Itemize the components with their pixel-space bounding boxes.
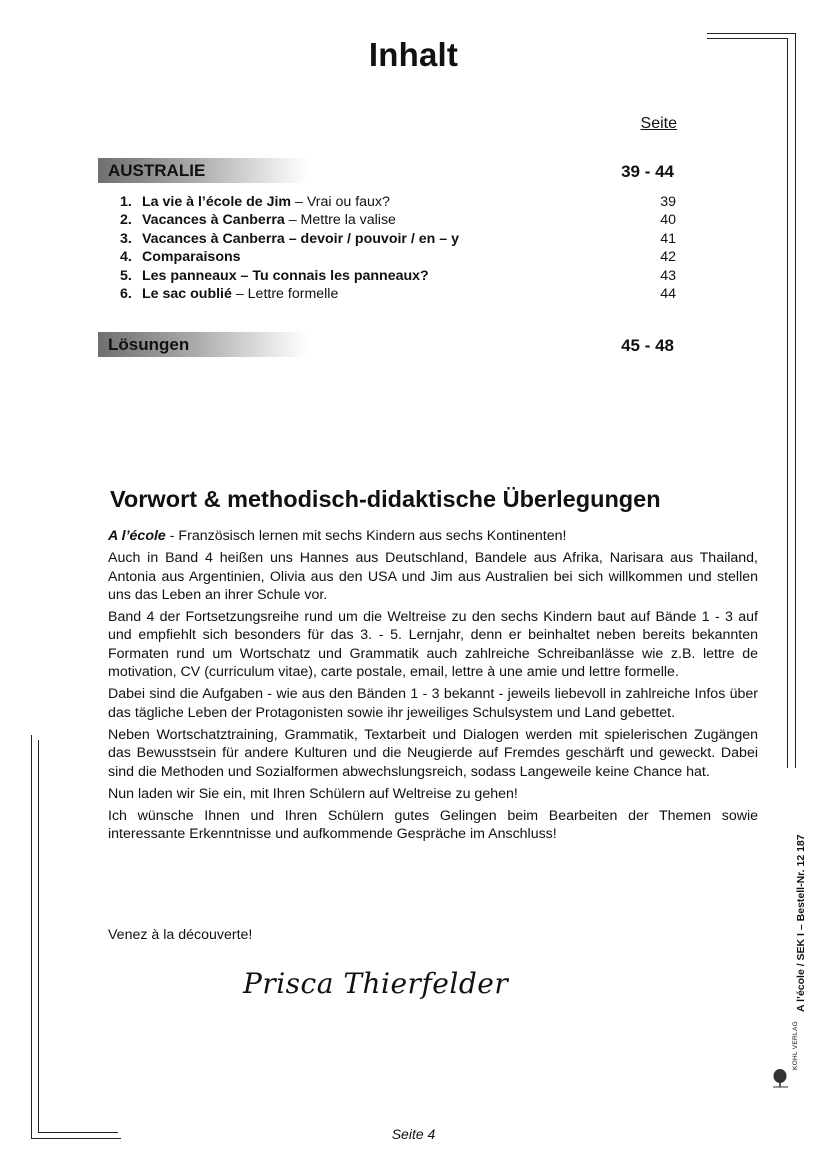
toc-item bbox=[120, 230, 676, 248]
toc-item-subtitle: – Mettre la valise bbox=[284, 212, 396, 229]
toc-list bbox=[120, 193, 676, 303]
toc-item-page: 40 bbox=[660, 212, 676, 229]
toc-section-australie bbox=[98, 158, 308, 183]
toc-section-pages: 39 - 44 bbox=[621, 162, 674, 181]
page-title: Inhalt bbox=[368, 36, 459, 73]
toc-item-title: Vacances à Canberra – devoir / pouvoir / en – y bbox=[142, 230, 459, 247]
toc-item-page: 41 bbox=[660, 230, 676, 247]
toc-item-title: Comparaisons bbox=[142, 249, 241, 266]
vorwort-paragraph: Auch in Band 4 heißen uns Hannes aus Deutschland, Bandele aus Afrika, Narisara aus Thailand, Antonia aus Argentinien, Olivia aus den USA und Jim aus Australien bei sich willkommen und stellen uns das Leben an ihrer Schule vor. bbox=[108, 550, 758, 603]
frame-left-vertical-outer bbox=[31, 735, 32, 1138]
frame-right-vertical-outer bbox=[795, 33, 796, 768]
toc-item-number: 4. bbox=[120, 249, 132, 266]
toc-item-title: Vacances à Canberra bbox=[142, 212, 285, 229]
toc-item-subtitle: – Lettre formelle bbox=[231, 285, 339, 302]
vorwort-intro bbox=[108, 527, 758, 545]
toc-item-title: Les panneaux – Tu connais les panneaux? bbox=[142, 267, 429, 284]
toc-section-label: Lösungen bbox=[108, 335, 190, 354]
vorwort-lead: A l’école bbox=[108, 528, 166, 544]
toc-item bbox=[120, 193, 676, 211]
toc-item-number: 1. bbox=[120, 194, 132, 210]
toc-item-number: 5. bbox=[120, 267, 132, 284]
frame-top-right-horizontal bbox=[707, 33, 795, 34]
vorwort-paragraph: Dabei sind die Aufgaben - wie aus den Bänden 1 - 3 bekannt - jeweils liebevoll in zahlreiche Infos über das tägliche Leben der Protagonisten sowie ihr jeweiliges Schulsystem und Land gebettet. bbox=[108, 686, 758, 721]
toc-item bbox=[120, 248, 676, 266]
author-signature: Prisca Thierfelder bbox=[243, 967, 509, 1000]
vorwort-paragraph: Band 4 der Fortsetzungsreihe rund um die Weltreise zu den sechs Kindern baut auf Bände 1 - 3 auf und empfiehlt sich besonders für das 3. - 5. Lernjahr, denn er beinhaltet neben bereits bekannten Formaten rund um Wortschatz und Grammatik auch zahlreiche Schreibanlässe wie z.B. lettre de motivation, CV (curriculum vitae), carte postale, email, lettre à une amie und lettre formelle. bbox=[108, 609, 758, 681]
toc-section-loesungen bbox=[98, 332, 308, 357]
toc-item-title: La vie à l’école de Jim bbox=[142, 194, 292, 210]
side-order-info: A l’école / SEK I – Bestell-Nr. 12 187 bbox=[795, 834, 807, 1012]
vorwort-paragraph: Ich wünsche Ihnen und Ihren Schülern gutes Gelingen beim Bearbeiten der Themen sowie interessante Erkenntnisse und aufkommende Gespräche im Anschluss! bbox=[108, 808, 758, 843]
toc-item-page: 44 bbox=[660, 285, 676, 302]
toc-item bbox=[120, 285, 676, 303]
vorwort-heading: Vorwort & methodisch-didaktische Überlegungen bbox=[110, 486, 661, 512]
publisher-logo-text: KOHL VERLAG bbox=[792, 1021, 799, 1070]
toc-section-pages: 45 - 48 bbox=[621, 336, 674, 355]
footer-page-number: Seite 4 bbox=[391, 1126, 436, 1142]
frame-left-vertical-inner bbox=[38, 740, 39, 1132]
toc-item-page: 42 bbox=[660, 249, 676, 266]
toc-item-page: 39 bbox=[660, 194, 676, 210]
toc-item-page: 43 bbox=[660, 267, 676, 284]
toc-item bbox=[120, 267, 676, 285]
toc-item-number: 6. bbox=[120, 285, 132, 302]
toc-item bbox=[120, 211, 676, 229]
vorwort-body bbox=[108, 527, 758, 848]
frame-right-vertical-inner bbox=[787, 38, 788, 768]
toc-item-number: 3. bbox=[120, 230, 132, 247]
vorwort-paragraph: Neben Wortschatztraining, Grammatik, Textarbeit und Dialogen werden mit spielerischen Zugängen das Bewusstsein für andere Kulturen und die Neugierde auf Fremdes geschärft und geweckt. Dabei sind die Methoden und Sozialformen abwechslungsreich, sodass Langeweile keine Chance hat. bbox=[108, 726, 758, 780]
toc-item-subtitle: – Vrai ou faux? bbox=[291, 194, 390, 210]
vorwort-closing: Venez à la découverte! bbox=[108, 927, 253, 943]
toc-page-column-header: Seite bbox=[640, 115, 677, 132]
publisher-tree-logo-icon bbox=[772, 1064, 790, 1088]
toc-item-number: 2. bbox=[120, 212, 132, 229]
toc-section-label: AUSTRALIE bbox=[108, 161, 206, 180]
toc-item-title: Le sac oublié bbox=[142, 285, 232, 302]
vorwort-lead-rest: - Französisch lernen mit sechs Kindern aus sechs Kontinenten! bbox=[165, 528, 567, 544]
vorwort-paragraph: Nun laden wir Sie ein, mit Ihren Schülern auf Weltreise zu gehen! bbox=[108, 785, 518, 802]
